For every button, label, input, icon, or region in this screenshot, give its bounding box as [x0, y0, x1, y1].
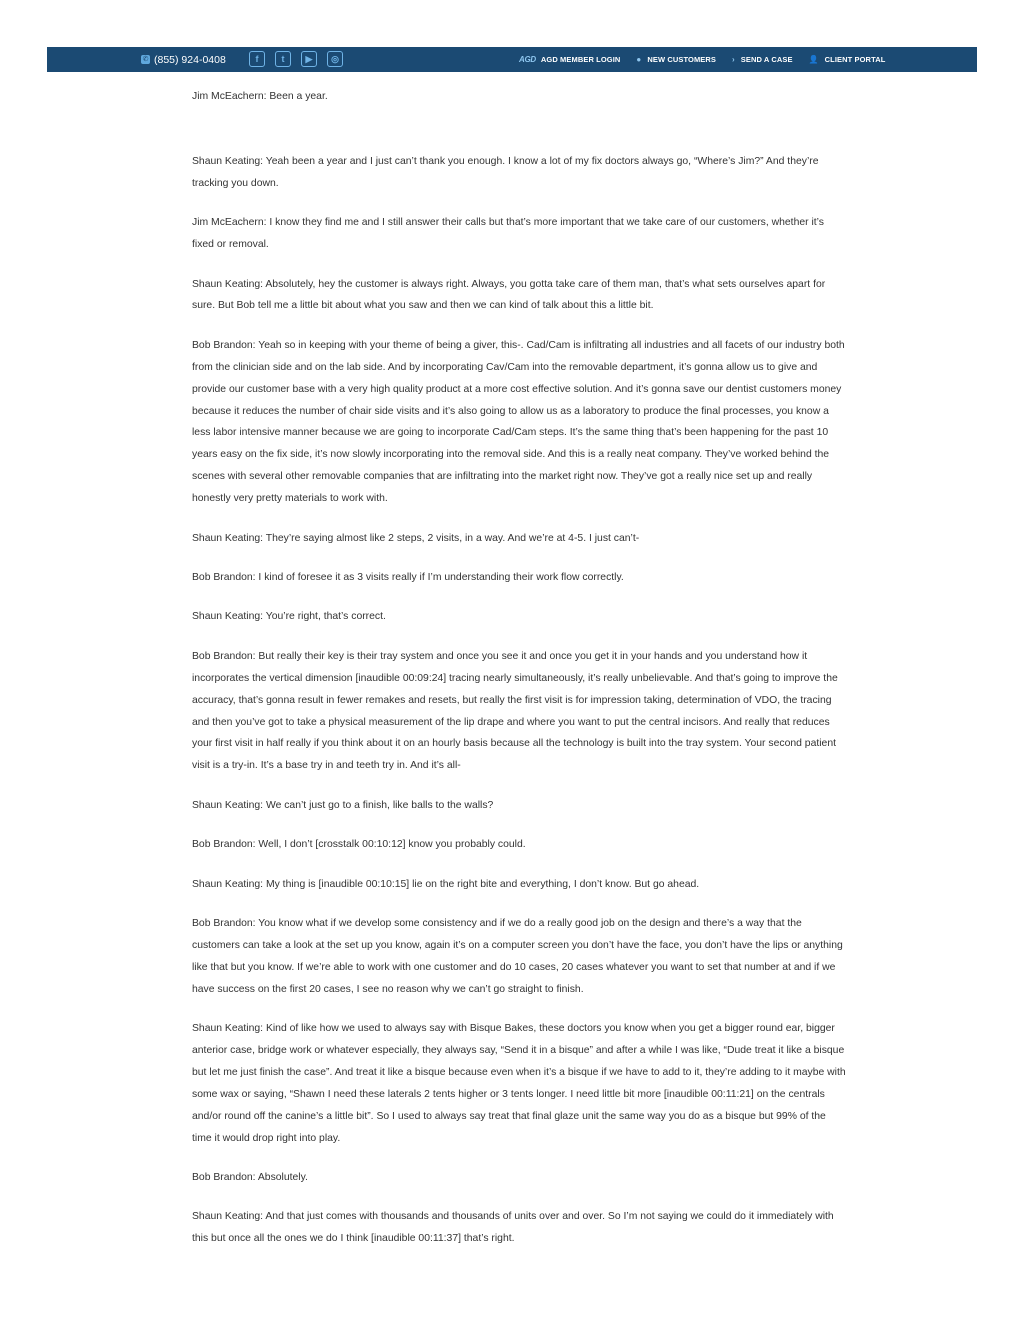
nav-label[interactable]: NEW CUSTOMERS	[647, 55, 717, 64]
instagram-icon[interactable]: ◎	[327, 51, 343, 67]
top-bar	[47, 47, 977, 72]
transcript-paragraph: Bob Brandon: You know what if we develop some consistency and if we do a really good job on the design and there’s a way that the customers can take a look at the set up you know, again it’s on a computer screen you don’t have the face, you don’t have the lips or anything like that but you know. If we’re able to work with one customer and do 10 cases, 20 cases whatever you want to set that number at and if we have success on the first 20 cases, I see no reason why we can’t go straight to finish.	[192, 917, 843, 995]
twitter-icon[interactable]: t	[275, 51, 291, 67]
transcript-paragraph: Shaun Keating: We can’t just go to a finish, like balls to the walls?	[192, 799, 494, 811]
chevron-right-icon: ›	[732, 54, 735, 64]
top-nav	[519, 47, 901, 72]
nav-label[interactable]: SEND A CASE	[740, 55, 793, 64]
nav-client-portal[interactable]	[809, 55, 886, 64]
transcript-paragraph: Bob Brandon: Yeah so in keeping with your theme of being a giver, this-. Cad/Cam is infiltrating all industries and all facets of our industry both from the clinician side and on the lab side. And by incorporating Cav/Cam into the removable department, it’s gonna allow us to give and provide our customer base with a very high quality product at a more cost effective solution. And it’s gonna save our dentist customers money because it reduces the number of chair side visits and it’s also going to allow us as a laboratory to produce the final processes, you know a less labor intensive manner because we are going to incorporate Cad/Cam steps. It’s the same thing that’s been happening for the past 10 years easy on the fix side, it’s now slowly incorporating into the removal side. And this is a really neat company. They’ve worked behind the scenes with several other removable companies that are infiltrating into the market right now. They’ve got a really nice set up and really honestly very pretty materials to work with.	[192, 339, 845, 505]
transcript-paragraph: Bob Brandon: Absolutely.	[192, 1172, 308, 1184]
nav-send-a-case[interactable]	[732, 55, 793, 64]
transcript-paragraph: Shaun Keating: Yeah been a year and I just can’t thank you enough. I know a lot of my fix doctors always go, “Where’s Jim?” And they’re tracking you down.	[192, 155, 819, 189]
facebook-icon[interactable]: f	[249, 51, 265, 67]
nav-label[interactable]: CLIENT PORTAL	[824, 55, 886, 64]
transcript	[192, 86, 848, 1278]
phone-link[interactable]	[141, 47, 226, 72]
user-icon: 👤	[808, 54, 819, 64]
transcript-paragraph: Shaun Keating: Absolutely, hey the customer is always right. Always, you gotta take care of them man, that’s what sets ourselves apart for sure. But Bob tell me a little bit about what you saw and then we can kind of talk about this a little bit.	[192, 278, 826, 312]
phone-icon: ✆	[142, 56, 149, 63]
info-icon: ●	[636, 54, 642, 64]
nav-new-customers[interactable]	[636, 55, 716, 64]
nav-agd-member-login[interactable]	[519, 55, 620, 64]
transcript-paragraph: Jim McEachern: Been a year.	[192, 91, 328, 102]
transcript-paragraph: Shaun Keating: And that just comes with thousands and thousands of units over and over. So I’m not saying we could do it immediately with this but once all the ones we do I think [inaudible 00:11:37] that’s right.	[192, 1211, 834, 1245]
transcript-paragraph: Jim McEachern: I know they find me and I still answer their calls but that’s more important that we take care of our customers, whether it’s fixed or removal.	[192, 217, 824, 251]
phone-number[interactable]: (855) 924-0408	[154, 53, 226, 66]
transcript-paragraph: Shaun Keating: Kind of like how we used to always say with Bisque Bakes, these doctors you know when you get a bigger round ear, bigger anterior case, bridge work or whatever especially, they always say, “Send it in a bisque” and after a while I was like, “Dude treat it like a bisque but let me just finish the case”. And treat it like a bisque because even when it’s a bisque if we have to add to it, they’re adding to it maybe with some wax or saying, “Shawn I need these laterals 2 tents higher or 3 tents longer. I need little bit more [inaudible 00:11:21] on the centrals and/or round off the canine’s a little bit”. So I used to always say treat that final glaze unit the same way you do as a bisque but 99% of the time it would drop right into play.	[192, 1023, 846, 1144]
transcript-paragraph: Bob Brandon: But really their key is their tray system and once you see it and once you get it in your hands and you understand how it incorporates the vertical dimension [inaudible 00:09:24] tracing nearly simultaneously, it’s really unbelievable. And that’s going to improve the accuracy, that’s gonna result in fewer remakes and resets, but really the first visit is for impression taking, determination of VDO, the tracing and then you’ve got to take a physical measurement of the lip drape and where you want to put the central incisors. And really that reduces your first visit in half really if you think about it on an hourly basis because all the technology is built into the tray system. Your second patient visit is a try-in. It’s a base try in and teeth try in. And it’s all-	[192, 650, 838, 772]
youtube-icon[interactable]: ▶	[301, 51, 317, 67]
transcript-paragraph: Bob Brandon: I kind of foresee it as 3 visits really if I’m understanding their work flow correctly.	[192, 572, 624, 583]
transcript-paragraph: Shaun Keating: You’re right, that’s correct.	[192, 611, 386, 623]
agd-logo-icon: AGD	[519, 55, 536, 64]
social-links	[249, 51, 343, 67]
transcript-paragraph: Shaun Keating: They’re saying almost like 2 steps, 2 visits, in a way. And we’re at 4-5. I just can’t-	[192, 532, 640, 544]
transcript-paragraph: Bob Brandon: Well, I don’t [crosstalk 00:10:12] know you probably could.	[192, 839, 526, 851]
transcript-paragraph: Shaun Keating: My thing is [inaudible 00:10:15] lie on the right bite and everything, I don’t know. But go ahead.	[192, 878, 700, 890]
nav-label[interactable]: AGD MEMBER LOGIN	[540, 55, 621, 64]
